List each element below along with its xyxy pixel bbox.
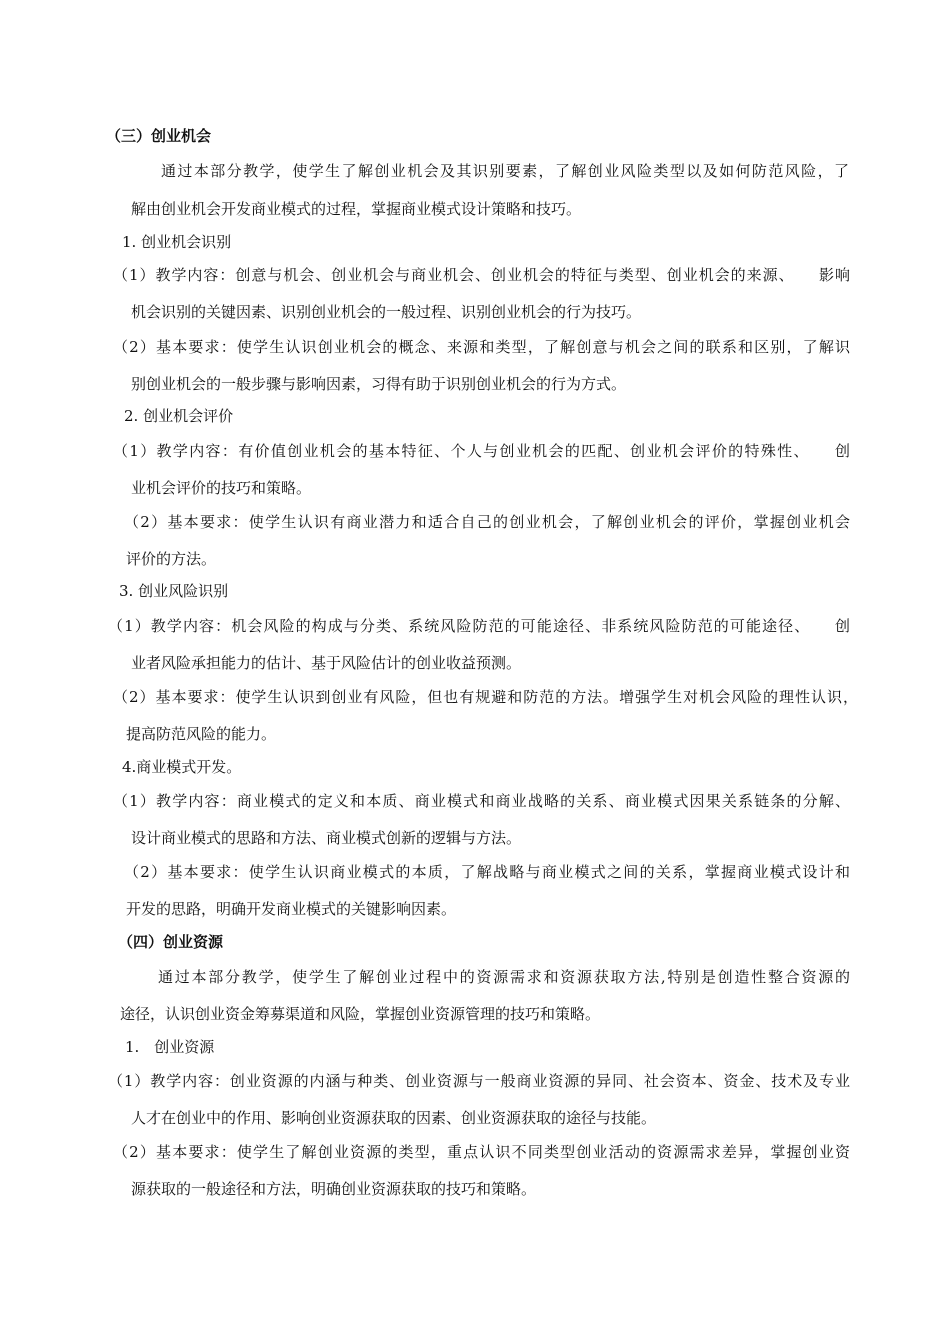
basic-requirement-line-2: 评价的方法。 xyxy=(126,550,217,568)
section-heading-4: （四）创业资源 xyxy=(118,933,224,951)
teaching-content-line-2: 业者风险承担能力的估计、基于风险估计的创业收益预测。 xyxy=(131,654,522,672)
basic-requirement-line-2: 别创业机会的一般步骤与影响因素，习得有助于识别创业机会的行为方式。 xyxy=(131,375,627,393)
subsection-title-3: 3. 创业风险识别 xyxy=(119,582,229,600)
subsection-title-1: 1. 创业机会识别 xyxy=(122,233,232,251)
teaching-content-line-1: （1）教学内容：商业模式的定义和本质、商业模式和商业战略的关系、商业模式因果关系链条的分解、 xyxy=(113,792,850,810)
section-heading-3: （三）创业机会 xyxy=(106,127,212,145)
teaching-content-line-2: 业机会评价的技巧和策略。 xyxy=(131,479,312,497)
basic-requirement-line-2: 开发的思路，明确开发商业模式的关键影响因素。 xyxy=(126,900,457,918)
teaching-content-line-2: 机会识别的关键因素、识别创业机会的一般过程、识别创业机会的行为技巧。 xyxy=(131,303,642,321)
teaching-content-line-2: 人才在创业中的作用、影响创业资源获取的因素、创业资源获取的途径与技能。 xyxy=(131,1109,657,1127)
teaching-content-line-1: （1）教学内容：机会风险的构成与分类、系统风险防范的可能途径、非系统风险防范的可能途径、 创 xyxy=(108,617,850,635)
basic-requirement-line-2: 源获取的一般途径和方法，明确创业资源获取的技巧和策略。 xyxy=(131,1180,537,1198)
section3-intro-line-1: 通过本部分教学，使学生了解创业机会及其识别要素，了解创业风险类型以及如何防范风险，了 xyxy=(161,162,849,180)
basic-requirement-line-1: （2）基本要求：使学生认识创业机会的概念、来源和类型，了解创意与机会之间的联系和区别，了解识 xyxy=(113,338,850,356)
subsection-title-1: 1. 创业资源 xyxy=(125,1038,215,1056)
subsection-title-2: 2. 创业机会评价 xyxy=(124,407,234,425)
basic-requirement-line-2: 提高防范风险的能力。 xyxy=(126,725,277,743)
subsection-title-4: 4.商业模式开发。 xyxy=(122,758,242,776)
basic-requirement-line-1: （2）基本要求：使学生了解创业资源的类型，重点认识不同类型创业活动的资源需求差异，掌握创业资 xyxy=(113,1143,850,1161)
section4-intro-line-2: 途径，认识创业资金筹募渠道和风险，掌握创业资源管理的技巧和策略。 xyxy=(120,1005,601,1023)
basic-requirement-line-1: （2）基本要求：使学生认识到创业有风险，但也有规避和防范的方法。增强学生对机会风险的理性认识， xyxy=(113,688,858,706)
section4-intro-line-1: 通过本部分教学，使学生了解创业过程中的资源需求和资源获取方法,特别是创造性整合资源的 xyxy=(158,968,850,986)
teaching-content-line-1: （1）教学内容：有价值创业机会的基本特征、个人与创业机会的匹配、创业机会评价的特殊性、 创 xyxy=(113,442,850,460)
basic-requirement-line-1: （2）基本要求：使学生认识商业模式的本质，了解战略与商业模式之间的关系，掌握商业模式设计和 xyxy=(124,863,850,881)
teaching-content-line-1: （1）教学内容：创业资源的内涵与种类、创业资源与一般商业资源的异同、社会资本、资金、技术及专业 xyxy=(108,1072,850,1090)
teaching-content-line-1: （1）教学内容：创意与机会、创业机会与商业机会、创业机会的特征与类型、创业机会的来源、 影响 xyxy=(113,266,850,284)
section3-intro-line-2: 解由创业机会开发商业模式的过程，掌握商业模式设计策略和技巧。 xyxy=(131,200,582,218)
teaching-content-line-2: 设计商业模式的思路和方法、商业模式创新的逻辑与方法。 xyxy=(131,829,522,847)
basic-requirement-line-1: （2）基本要求：使学生认识有商业潜力和适合自己的创业机会，了解创业机会的评价，掌握创业机会 xyxy=(124,513,850,531)
